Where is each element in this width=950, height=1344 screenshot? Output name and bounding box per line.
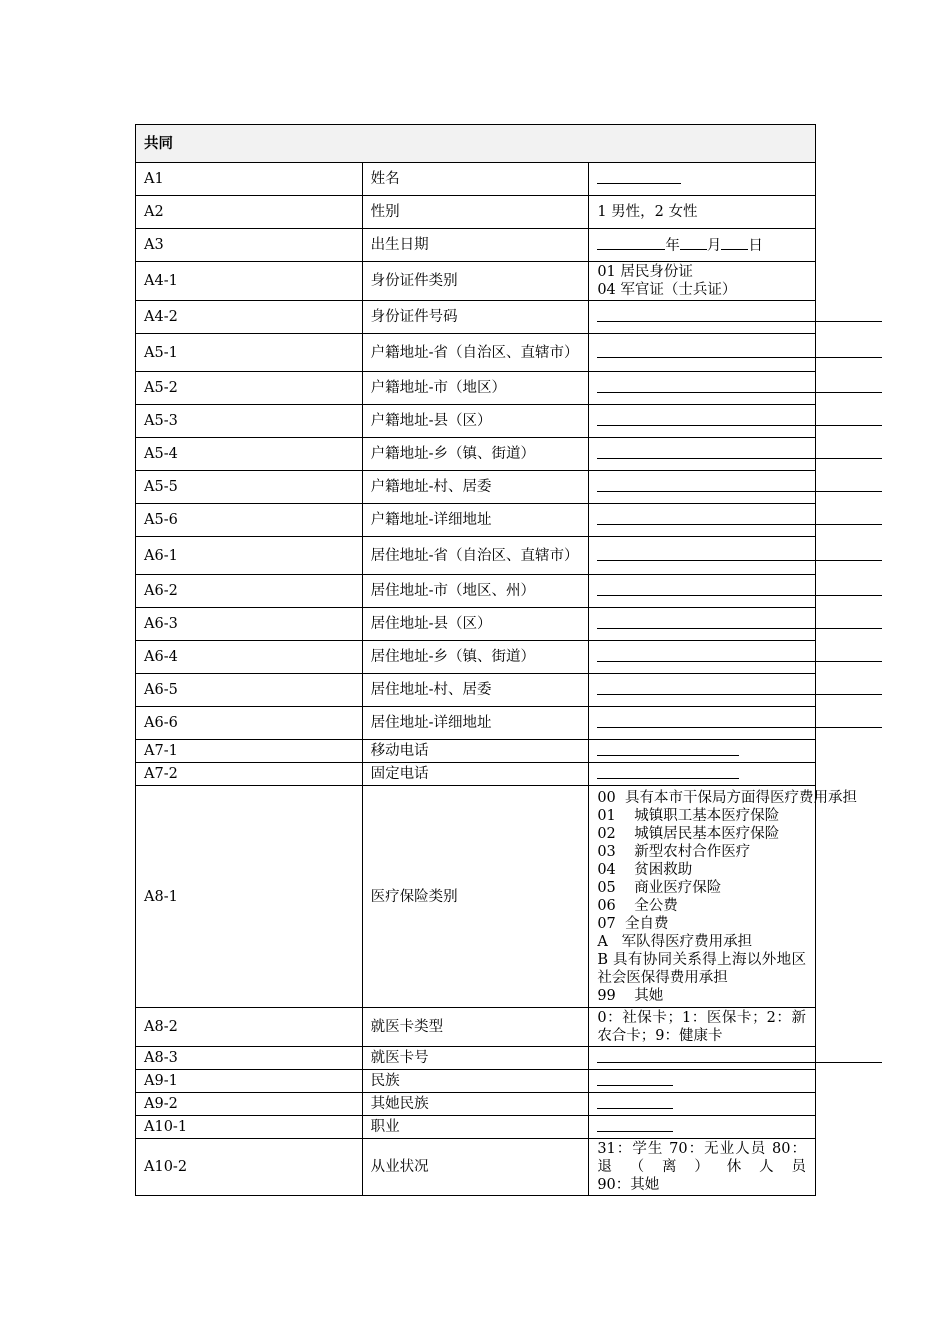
hukou-county-field[interactable] <box>589 405 816 438</box>
name-field[interactable] <box>589 163 816 196</box>
year-label: 年 <box>665 238 680 254</box>
hukou-city-field[interactable] <box>589 372 816 405</box>
id-number-field[interactable] <box>589 301 816 334</box>
option-line: 06 全公费 <box>597 897 678 914</box>
option-line: 90：其她 <box>597 1177 660 1193</box>
row-code: A6-3 <box>136 608 363 641</box>
row-code: A8-2 <box>136 1008 363 1047</box>
row-code: A6-2 <box>136 575 363 608</box>
occupation-field[interactable] <box>589 1116 816 1139</box>
row-label: 出生日期 <box>362 229 589 262</box>
hukou-address-field[interactable] <box>589 504 816 537</box>
option-line: 00 具有本市干保局方面得医疗费用承担 <box>597 789 857 806</box>
table-row <box>136 163 816 196</box>
row-code: A5-1 <box>136 334 363 372</box>
row-code: A7-1 <box>136 740 363 763</box>
row-label: 医疗保险类别 <box>362 786 589 1008</box>
row-label: 居住地址-省（自治区、直辖市） <box>362 537 589 575</box>
mobile-phone-field[interactable] <box>589 740 816 763</box>
residence-county-field[interactable] <box>589 608 816 641</box>
row-code: A5-6 <box>136 504 363 537</box>
table-row <box>136 1008 816 1047</box>
row-code: A1 <box>136 163 363 196</box>
row-label: 户籍地址-村、居委 <box>362 471 589 504</box>
table-row <box>136 301 816 334</box>
table-row <box>136 1093 816 1116</box>
table-row <box>136 504 816 537</box>
gender-options[interactable]: 1 男性，2 女性 <box>589 196 816 229</box>
row-label: 户籍地址-详细地址 <box>362 504 589 537</box>
table-row <box>136 471 816 504</box>
table-row <box>136 537 816 575</box>
option-line: 01 居民身份证 <box>597 264 693 280</box>
row-code: A5-3 <box>136 405 363 438</box>
option-line: 02 城镇居民基本医疗保险 <box>597 825 780 842</box>
table-row <box>136 1070 816 1093</box>
row-code: A6-1 <box>136 537 363 575</box>
table-row <box>136 405 816 438</box>
residence-province-field[interactable] <box>589 537 816 575</box>
row-label: 身份证件类别 <box>362 262 589 301</box>
table-row <box>136 786 816 1008</box>
row-code: A6-4 <box>136 641 363 674</box>
row-label: 居住地址-详细地址 <box>362 707 589 740</box>
row-label: 其她民族 <box>362 1093 589 1116</box>
ethnicity-field[interactable] <box>589 1070 816 1093</box>
table-row <box>136 608 816 641</box>
row-label: 移动电话 <box>362 740 589 763</box>
row-label: 性别 <box>362 196 589 229</box>
table-row <box>136 575 816 608</box>
row-label: 民族 <box>362 1070 589 1093</box>
row-code: A9-2 <box>136 1093 363 1116</box>
row-label: 户籍地址-乡（镇、街道） <box>362 438 589 471</box>
row-label: 居住地址-乡（镇、街道） <box>362 641 589 674</box>
day-label: 日 <box>748 238 763 254</box>
option-line: 04 军官证（士兵证） <box>597 282 737 298</box>
row-label: 户籍地址-县（区） <box>362 405 589 438</box>
medical-card-number-field[interactable] <box>589 1047 816 1070</box>
row-label: 身份证件号码 <box>362 301 589 334</box>
table-row <box>136 763 816 786</box>
table-row <box>136 674 816 707</box>
row-code: A7-2 <box>136 763 363 786</box>
residence-address-field[interactable] <box>589 707 816 740</box>
row-label: 职业 <box>362 1116 589 1139</box>
row-code: A6-6 <box>136 707 363 740</box>
option-line: 01 城镇职工基本医疗保险 <box>597 807 780 824</box>
id-type-options[interactable] <box>589 262 816 301</box>
table-row <box>136 1047 816 1070</box>
table-row <box>136 1116 816 1139</box>
table-row <box>136 1139 816 1196</box>
row-code: A5-5 <box>136 471 363 504</box>
row-label: 居住地址-市（地区、州） <box>362 575 589 608</box>
row-code: A4-2 <box>136 301 363 334</box>
residence-town-field[interactable] <box>589 641 816 674</box>
row-code: A5-4 <box>136 438 363 471</box>
hukou-town-field[interactable] <box>589 438 816 471</box>
option-line: A 军队得医疗费用承担 <box>597 933 753 950</box>
table-row <box>136 740 816 763</box>
birth-date-field[interactable] <box>589 229 816 262</box>
hukou-province-field[interactable] <box>589 334 816 372</box>
option-line: 07 全自费 <box>597 915 669 932</box>
option-line: 99 其她 <box>597 987 664 1004</box>
residence-village-field[interactable] <box>589 674 816 707</box>
row-code: A8-3 <box>136 1047 363 1070</box>
option-line: 03 新型农村合作医疗 <box>597 843 751 860</box>
row-code: A9-1 <box>136 1070 363 1093</box>
row-code: A3 <box>136 229 363 262</box>
row-label: 就医卡号 <box>362 1047 589 1070</box>
row-code: A2 <box>136 196 363 229</box>
row-code: A10-2 <box>136 1139 363 1196</box>
form-table <box>135 124 857 1196</box>
row-code: A6-5 <box>136 674 363 707</box>
table-header: 共同 <box>136 125 816 163</box>
table-row <box>136 334 816 372</box>
table-row <box>136 641 816 674</box>
table-row <box>136 707 816 740</box>
row-label: 户籍地址-省（自治区、直辖市） <box>362 334 589 372</box>
employment-status-options[interactable] <box>589 1139 816 1196</box>
row-label: 就医卡类型 <box>362 1008 589 1047</box>
landline-phone-field[interactable] <box>589 763 816 786</box>
row-label: 居住地址-县（区） <box>362 608 589 641</box>
residence-city-field[interactable] <box>589 575 816 608</box>
row-code: A4-1 <box>136 262 363 301</box>
hukou-village-field[interactable] <box>589 471 816 504</box>
other-ethnicity-field[interactable] <box>589 1093 816 1116</box>
row-label: 姓名 <box>362 163 589 196</box>
table-row <box>136 438 816 471</box>
table-row <box>136 196 816 229</box>
medical-card-type-options[interactable]: 0：社保卡；1：医保卡；2：新农合卡；9：健康卡 <box>589 1008 816 1047</box>
option-line: 31：学生 70：无业人员 80：退（离）休人员 <box>597 1141 806 1175</box>
row-label: 居住地址-村、居委 <box>362 674 589 707</box>
table-row <box>136 372 816 405</box>
row-label: 固定电话 <box>362 763 589 786</box>
option-line: B 具有协同关系得上海以外地区社会医保得费用承担 <box>597 951 806 986</box>
insurance-type-options[interactable] <box>589 786 857 1008</box>
row-label: 从业状况 <box>362 1139 589 1196</box>
row-code: A10-1 <box>136 1116 363 1139</box>
table-header-row <box>136 125 816 163</box>
row-label: 户籍地址-市（地区） <box>362 372 589 405</box>
row-code: A5-2 <box>136 372 363 405</box>
option-line: 05 商业医疗保险 <box>597 879 722 896</box>
row-code: A8-1 <box>136 786 363 1008</box>
table-row <box>136 229 816 262</box>
option-line: 04 贫困救助 <box>597 861 693 878</box>
table-row <box>136 262 816 301</box>
month-label: 月 <box>706 238 722 254</box>
